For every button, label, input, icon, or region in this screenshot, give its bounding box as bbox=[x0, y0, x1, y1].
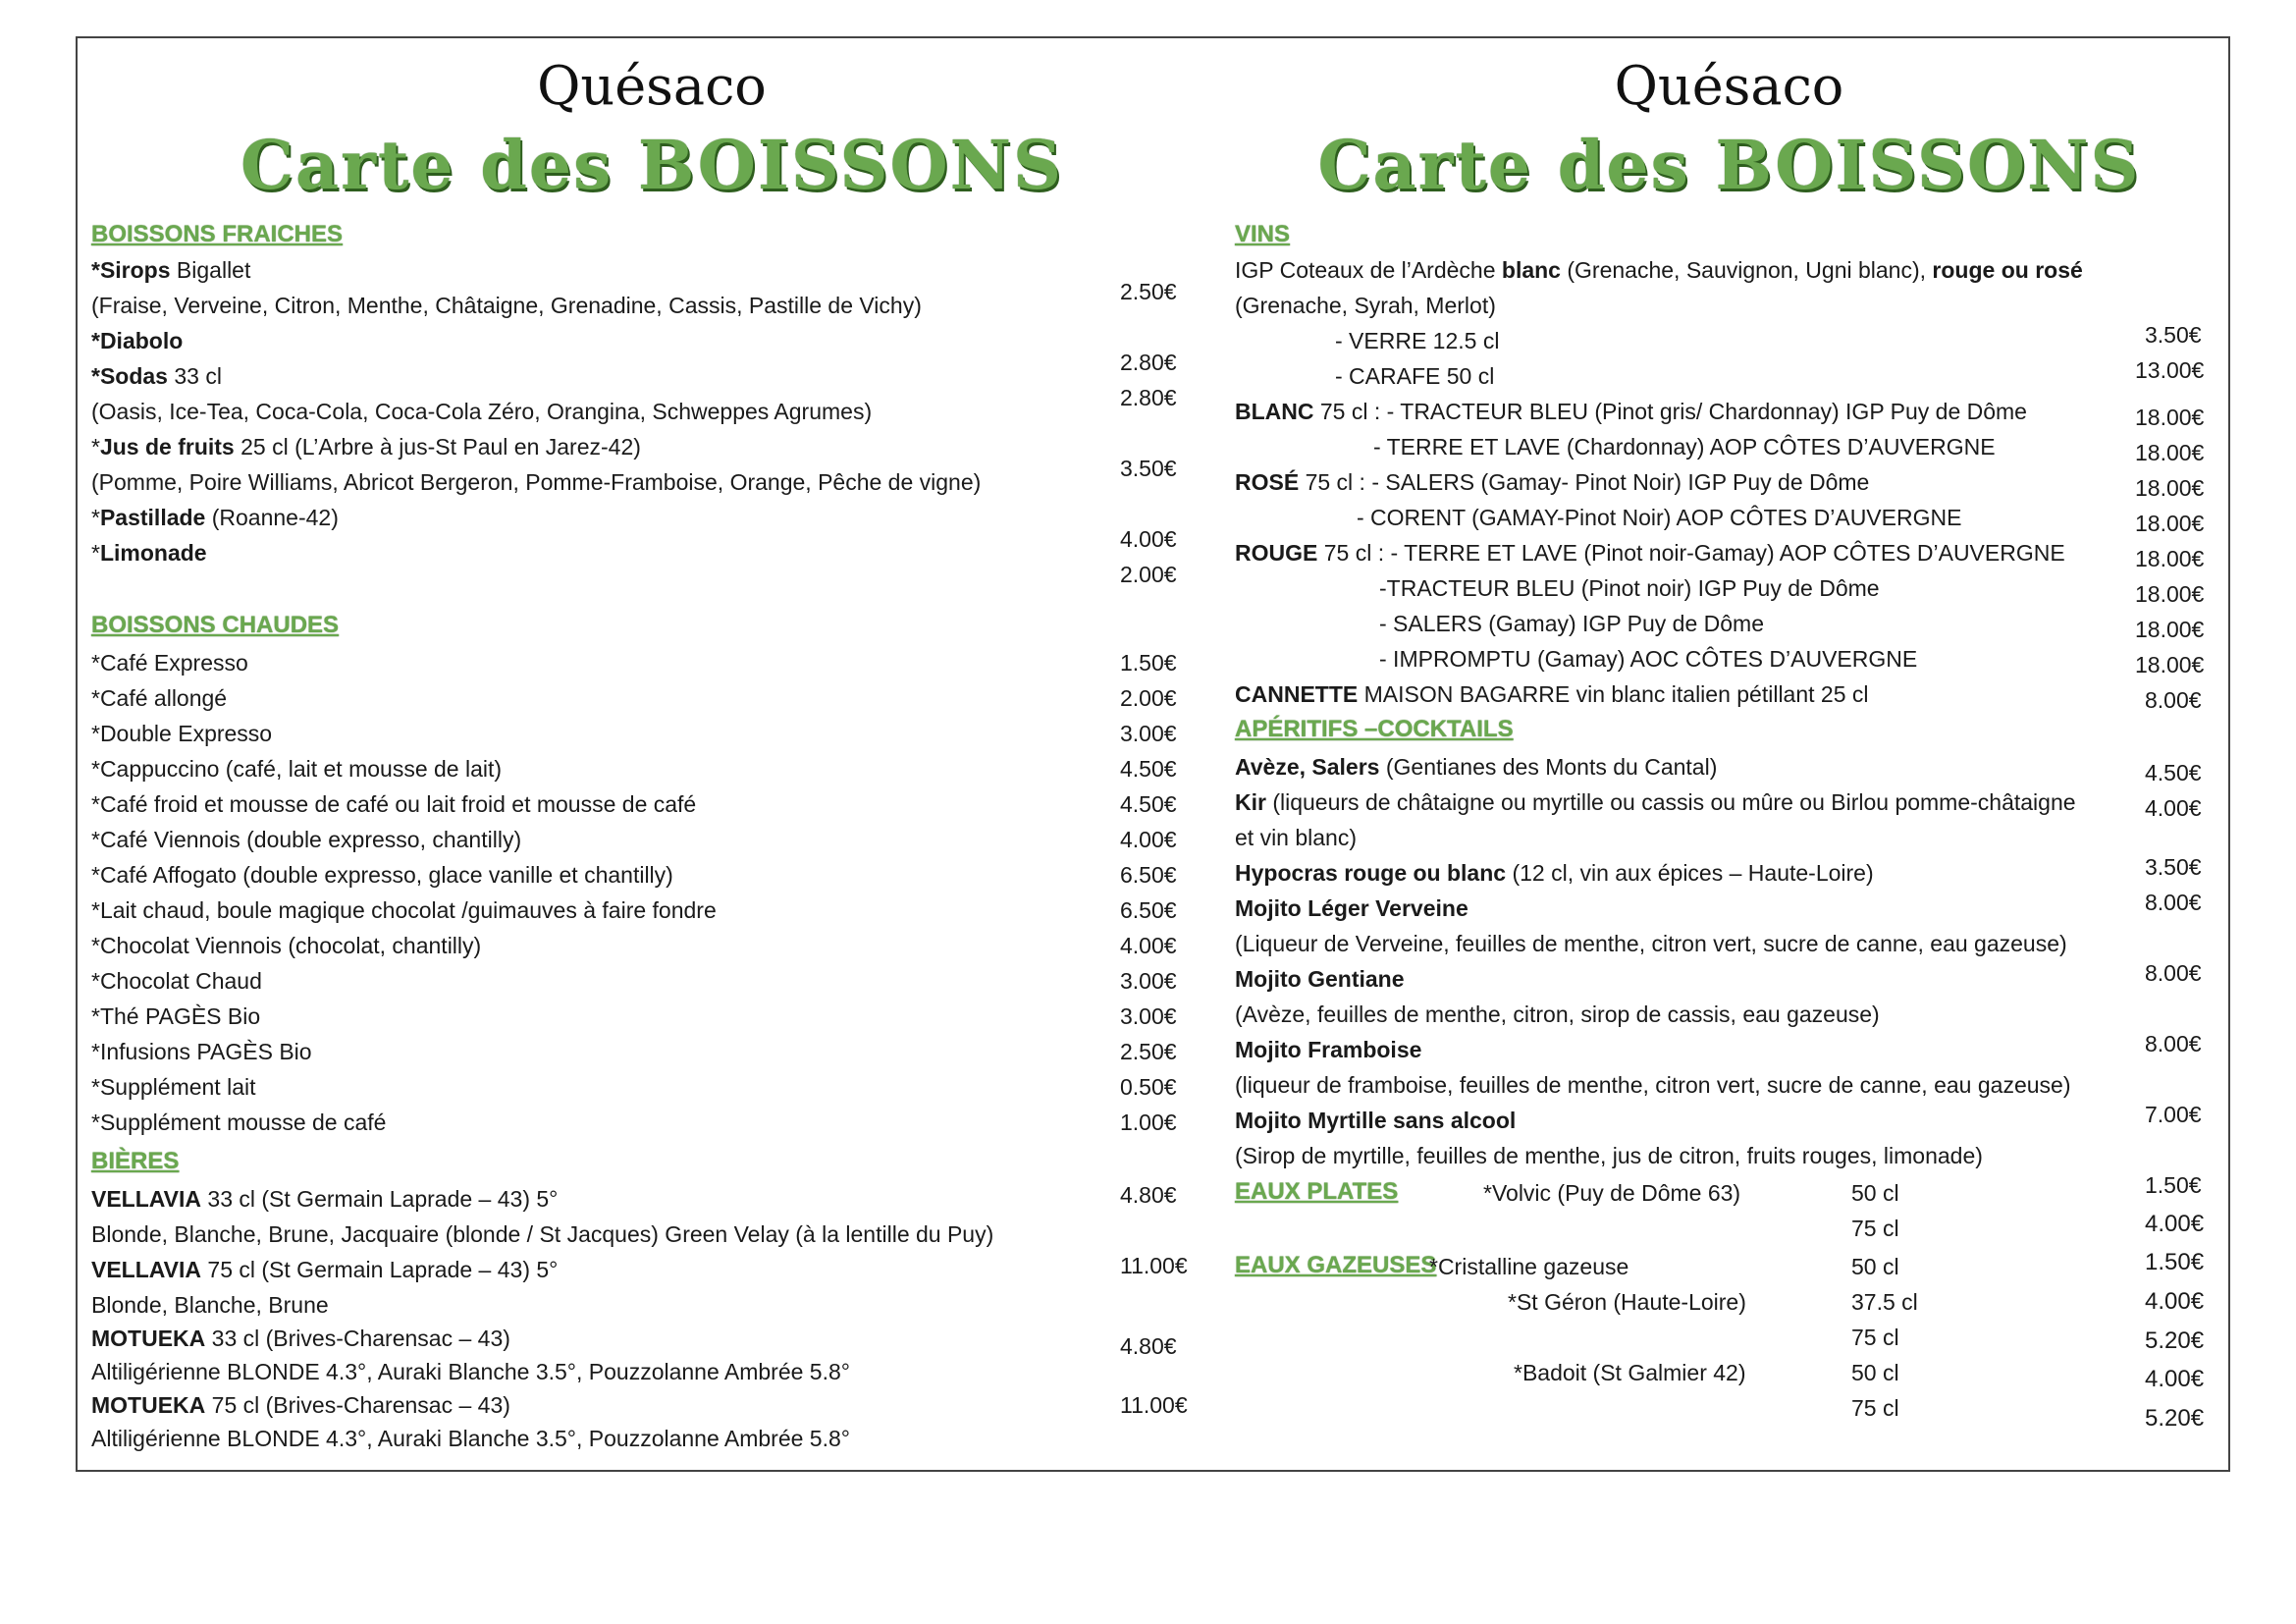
motueka-75-price: 11.00€ bbox=[1120, 1392, 1188, 1418]
vellavia-33-list: Blonde, Blanche, Brune, Jacquaire (blonde / St Jacques) Green Velay (à la lentille du Puy) bbox=[91, 1221, 994, 1247]
sodas-line: *Sodas 33 cl bbox=[91, 363, 222, 389]
hypocras-line: Hypocras rouge ou blanc (12 cl, vin aux épices – Haute-Loire) bbox=[1235, 860, 1874, 886]
section-heading-fraiches: BOISSONS FRAICHES bbox=[91, 221, 344, 247]
menu-frame bbox=[76, 36, 2230, 1472]
left-title: Quésaco bbox=[537, 55, 767, 117]
rouge-price: 18.00€ bbox=[2135, 546, 2205, 571]
rouge4-price: 18.00€ bbox=[2135, 652, 2205, 677]
chaudes-item-label: *Supplément mousse de café bbox=[91, 1110, 387, 1135]
sirops-price: 2.50€ bbox=[1120, 279, 1177, 304]
volvic-volume-2: 75 cl bbox=[1851, 1216, 1899, 1241]
badoit-volume-1: 50 cl bbox=[1851, 1360, 1899, 1385]
right-subtitle: Carte des BOISSONS bbox=[1317, 127, 2141, 205]
st-geron-price-2: 5.20€ bbox=[2145, 1327, 2205, 1354]
rouge4-line: - IMPROMPTU (Gamay) AOC CÔTES D’AUVERGNE bbox=[1379, 646, 1918, 672]
chaudes-item-price: 3.00€ bbox=[1120, 968, 1177, 994]
cristalline-price: 1.50€ bbox=[2145, 1249, 2205, 1275]
st-geron-price-1: 4.00€ bbox=[2145, 1288, 2205, 1315]
kir-price: 4.00€ bbox=[2145, 795, 2202, 821]
chaudes-item-label: *Chocolat Chaud bbox=[91, 968, 262, 994]
st-geron-volume-1: 37.5 cl bbox=[1851, 1289, 1918, 1315]
chaudes-item-price: 2.00€ bbox=[1120, 685, 1177, 711]
chaudes-item-label: *Thé PAGÈS Bio bbox=[91, 1003, 261, 1029]
badoit-price-2: 5.20€ bbox=[2145, 1405, 2205, 1432]
chaudes-item-price: 4.50€ bbox=[1120, 791, 1177, 817]
verre-price: 3.50€ bbox=[2145, 322, 2202, 348]
badoit-price-1: 4.00€ bbox=[2145, 1366, 2205, 1392]
st-geron-line: *St Géron (Haute-Loire) bbox=[1508, 1289, 1746, 1315]
mojito-framboise-desc: (liqueur de framboise, feuilles de menthe, citron vert, sucre de canne, eau gazeuse) bbox=[1235, 1072, 2071, 1098]
blanc2-price: 18.00€ bbox=[2135, 440, 2205, 465]
section-heading-aperitifs: APÉRITIFS –COCKTAILS bbox=[1235, 716, 1514, 742]
cristalline-line: *Cristalline gazeuse bbox=[1429, 1254, 1629, 1279]
mojito-framboise-line: Mojito Framboise bbox=[1235, 1037, 1422, 1062]
rouge3-price: 18.00€ bbox=[2135, 617, 2205, 642]
right-title: Quésaco bbox=[1614, 55, 1844, 117]
diabolo-price: 2.80€ bbox=[1120, 350, 1177, 375]
chaudes-item-price: 3.00€ bbox=[1120, 1003, 1177, 1029]
chaudes-item-label: *Café Viennois (double expresso, chantilly) bbox=[91, 827, 522, 852]
chaudes-item-price: 0.50€ bbox=[1120, 1074, 1177, 1100]
volvic-line: *Volvic (Puy de Dôme 63) bbox=[1483, 1180, 1741, 1206]
sodas-list: (Oasis, Ice-Tea, Coca-Cola, Coca-Cola Zéro, Orangina, Schweppes Agrumes) bbox=[91, 399, 873, 424]
left-subtitle: Carte des BOISSONS bbox=[240, 127, 1064, 205]
pastillade-line: *Pastillade (Roanne-42) bbox=[91, 505, 339, 530]
sirops-list: (Fraise, Verveine, Citron, Menthe, Châtaigne, Grenadine, Cassis, Pastille de Vichy) bbox=[91, 293, 922, 318]
mojito-myrtille-price: 7.00€ bbox=[2145, 1102, 2202, 1127]
jus-line: *Jus de fruits 25 cl (L’Arbre à jus-St Paul en Jarez-42) bbox=[91, 434, 641, 460]
limonade-line: *Limonade bbox=[91, 540, 207, 566]
sirops-line: *Sirops Bigallet bbox=[91, 257, 251, 283]
chaudes-item-label: *Chocolat Viennois (chocolat, chantilly) bbox=[91, 933, 482, 958]
blanc2-line: - TERRE ET LAVE (Chardonnay) AOP CÔTES D’AUVERGNE bbox=[1373, 434, 1996, 460]
rose2-line: - CORENT (GAMAY-Pinot Noir) AOP CÔTES D’AUVERGNE bbox=[1357, 505, 1962, 530]
chaudes-item-price: 4.50€ bbox=[1120, 756, 1177, 782]
mojito-gentiane-desc: (Avèze, feuilles de menthe, citron, sirop de cassis, eau gazeuse) bbox=[1235, 1001, 1880, 1027]
sodas-price: 2.80€ bbox=[1120, 385, 1177, 410]
kir-line: Kir (liqueurs de châtaigne ou myrtille ou cassis ou mûre ou Birlou pomme-châtaigne bbox=[1235, 789, 2076, 815]
volvic-price-2: 4.00€ bbox=[2145, 1211, 2205, 1237]
chaudes-item-price: 2.50€ bbox=[1120, 1039, 1177, 1064]
rose-price: 18.00€ bbox=[2135, 475, 2205, 501]
chaudes-item-label: *Café allongé bbox=[91, 685, 228, 711]
mojito-gentiane-line: Mojito Gentiane bbox=[1235, 966, 1405, 992]
diabolo-line: *Diabolo bbox=[91, 328, 184, 353]
chaudes-item-price: 4.00€ bbox=[1120, 827, 1177, 852]
carafe-price: 13.00€ bbox=[2135, 357, 2205, 383]
badoit-volume-2: 75 cl bbox=[1851, 1395, 1899, 1421]
rouge3-line: - SALERS (Gamay) IGP Puy de Dôme bbox=[1379, 611, 1764, 636]
section-heading-eaux-plates: EAUX PLATES bbox=[1235, 1178, 1399, 1205]
chaudes-item-label: *Café Expresso bbox=[91, 650, 248, 676]
mojito-verveine-desc: (Liqueur de Verveine, feuilles de menthe, citron vert, sucre de canne, eau gazeuse) bbox=[1235, 931, 2067, 956]
section-heading-eaux-gazeuses: EAUX GAZEUSES bbox=[1235, 1252, 1437, 1278]
rouge2-price: 18.00€ bbox=[2135, 581, 2205, 607]
aveze-line: Avèze, Salers (Gentianes des Monts du Cantal) bbox=[1235, 754, 1718, 780]
verre-line: - VERRE 12.5 cl bbox=[1335, 328, 1500, 353]
badoit-line: *Badoit (St Galmier 42) bbox=[1514, 1360, 1746, 1385]
chaudes-item-price: 1.50€ bbox=[1120, 650, 1177, 676]
st-geron-volume-2: 75 cl bbox=[1851, 1325, 1899, 1350]
pastillade-price: 4.00€ bbox=[1120, 526, 1177, 552]
vellavia-75-list: Blonde, Blanche, Brune bbox=[91, 1292, 329, 1318]
vellavia-33-price: 4.80€ bbox=[1120, 1182, 1177, 1208]
rouge-line: ROUGE 75 cl : - TERRE ET LAVE (Pinot noir-Gamay) AOP CÔTES D’AUVERGNE bbox=[1235, 540, 2065, 566]
mojito-verveine-price: 8.00€ bbox=[2145, 890, 2202, 915]
igp-grapes: (Grenache, Syrah, Merlot) bbox=[1235, 293, 1496, 318]
mojito-verveine-line: Mojito Léger Verveine bbox=[1235, 895, 1468, 921]
chaudes-item-price: 6.50€ bbox=[1120, 897, 1177, 923]
kir-line-2: et vin blanc) bbox=[1235, 825, 1358, 850]
rose-line: ROSÉ 75 cl : - SALERS (Gamay- Pinot Noir) IGP Puy de Dôme bbox=[1235, 469, 1870, 495]
vellavia-75-line: VELLAVIA 75 cl (St Germain Laprade – 43) 5° bbox=[91, 1257, 559, 1282]
mojito-myrtille-line: Mojito Myrtille sans alcool bbox=[1235, 1108, 1517, 1133]
chaudes-item-label: *Infusions PAGÈS Bio bbox=[91, 1039, 312, 1064]
volvic-price-1: 1.50€ bbox=[2145, 1172, 2202, 1198]
motueka-75-line: MOTUEKA 75 cl (Brives-Charensac – 43) bbox=[91, 1392, 510, 1418]
chaudes-item-label: *Cappuccino (café, lait et mousse de lait) bbox=[91, 756, 503, 782]
chaudes-item-price: 1.00€ bbox=[1120, 1110, 1177, 1135]
hypocras-price: 3.50€ bbox=[2145, 854, 2202, 880]
blanc-line: BLANC 75 cl : - TRACTEUR BLEU (Pinot gris/ Chardonnay) IGP Puy de Dôme bbox=[1235, 399, 2027, 424]
motueka-75-list: Altiligérienne BLONDE 4.3°, Auraki Blanche 3.5°, Pouzzolanne Ambrée 5.8° bbox=[91, 1426, 850, 1451]
aveze-price: 4.50€ bbox=[2145, 760, 2202, 785]
rouge2-line: -TRACTEUR BLEU (Pinot noir) IGP Puy de Dôme bbox=[1379, 575, 1880, 601]
motueka-33-list: Altiligérienne BLONDE 4.3°, Auraki Blanche 3.5°, Pouzzolanne Ambrée 5.8° bbox=[91, 1359, 850, 1384]
igp-line: IGP Coteaux de l’Ardèche blanc (Grenache, Sauvignon, Ugni blanc), rouge ou rosé bbox=[1235, 257, 2083, 283]
chaudes-item-label: *Café Affogato (double expresso, glace vanille et chantilly) bbox=[91, 862, 673, 888]
canette-price: 8.00€ bbox=[2145, 687, 2202, 713]
chaudes-item-label: *Lait chaud, boule magique chocolat /guimauves à faire fondre bbox=[91, 897, 717, 923]
canette-line: CANNETTE MAISON BAGARRE vin blanc italien pétillant 25 cl bbox=[1235, 681, 1869, 707]
chaudes-item-price: 4.00€ bbox=[1120, 933, 1177, 958]
chaudes-item-label: *Double Expresso bbox=[91, 721, 273, 746]
section-heading-chaudes: BOISSONS CHAUDES bbox=[91, 612, 340, 638]
vellavia-33-line: VELLAVIA 33 cl (St Germain Laprade – 43) 5° bbox=[91, 1186, 559, 1212]
mojito-framboise-price: 8.00€ bbox=[2145, 1031, 2202, 1056]
blanc-price: 18.00€ bbox=[2135, 405, 2205, 430]
vellavia-75-price: 11.00€ bbox=[1120, 1253, 1188, 1278]
carafe-line: - CARAFE 50 cl bbox=[1335, 363, 1495, 389]
mojito-myrtille-desc: (Sirop de myrtille, feuilles de menthe, jus de citron, fruits rouges, limonade) bbox=[1235, 1143, 1983, 1168]
chaudes-item-label: *Supplément lait bbox=[91, 1074, 256, 1100]
chaudes-item-price: 3.00€ bbox=[1120, 721, 1177, 746]
volvic-volume-1: 50 cl bbox=[1851, 1180, 1899, 1206]
jus-list: (Pomme, Poire Williams, Abricot Bergeron, Pomme-Framboise, Orange, Pêche de vigne) bbox=[91, 469, 982, 495]
chaudes-item-price: 6.50€ bbox=[1120, 862, 1177, 888]
jus-price: 3.50€ bbox=[1120, 456, 1177, 481]
cristalline-volume: 50 cl bbox=[1851, 1254, 1899, 1279]
mojito-gentiane-price: 8.00€ bbox=[2145, 960, 2202, 986]
section-heading-vins: VINS bbox=[1235, 221, 1291, 247]
section-heading-bieres: BIÈRES bbox=[91, 1148, 180, 1174]
rose2-price: 18.00€ bbox=[2135, 511, 2205, 536]
limonade-price: 2.00€ bbox=[1120, 562, 1177, 587]
motueka-33-price: 4.80€ bbox=[1120, 1333, 1177, 1359]
chaudes-item-label: *Café froid et mousse de café ou lait froid et mousse de café bbox=[91, 791, 697, 817]
motueka-33-line: MOTUEKA 33 cl (Brives-Charensac – 43) bbox=[91, 1326, 510, 1351]
